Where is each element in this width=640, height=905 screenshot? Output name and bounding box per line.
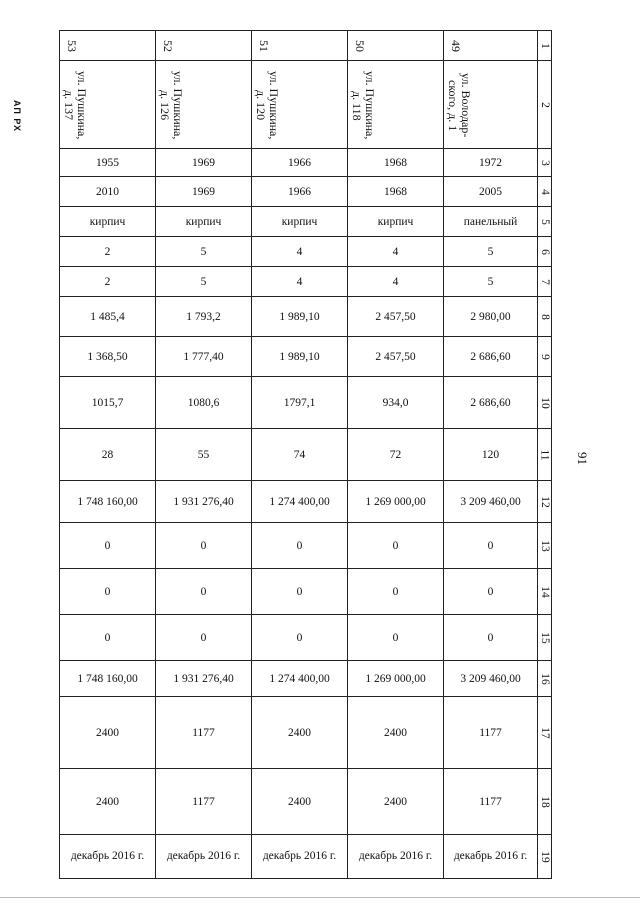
table-cell: 2400 xyxy=(252,769,348,835)
record-number-text: 50 xyxy=(353,39,367,52)
table-cell: 2 686,60 xyxy=(444,337,538,377)
table-cell: 5 xyxy=(156,237,252,267)
table-cell: 1968 xyxy=(348,149,444,177)
table-cell: 28 xyxy=(60,429,156,481)
table-cell: 0 xyxy=(156,523,252,569)
table-cell: декабрь 2016 г. xyxy=(60,835,156,879)
table-cell: 55 xyxy=(156,429,252,481)
column-number xyxy=(538,61,552,149)
table-cell: декабрь 2016 г. xyxy=(444,835,538,879)
table-cell: 1015,7 xyxy=(60,377,156,429)
page-number: 91 xyxy=(575,452,590,465)
table-row xyxy=(60,31,552,61)
column-number-text: 4 xyxy=(538,188,551,195)
table-cell: 2400 xyxy=(348,769,444,835)
column-number xyxy=(538,569,552,615)
table-cell: 5 xyxy=(156,267,252,297)
table-cell: 4 xyxy=(348,237,444,267)
table-cell: 0 xyxy=(252,523,348,569)
table-row xyxy=(60,337,552,377)
table-cell: 0 xyxy=(444,569,538,615)
table-cell: 0 xyxy=(156,615,252,661)
table-cell: 5 xyxy=(444,267,538,297)
table-cell: 2 457,50 xyxy=(348,337,444,377)
table-cell: 72 xyxy=(348,429,444,481)
table-row xyxy=(60,237,552,267)
table-cell: 120 xyxy=(444,429,538,481)
table-cell: 2400 xyxy=(348,697,444,769)
column-number-text: 2 xyxy=(538,101,551,108)
table-cell: декабрь 2016 г. xyxy=(156,835,252,879)
table-row xyxy=(60,523,552,569)
table-cell: 0 xyxy=(60,615,156,661)
table-row xyxy=(60,569,552,615)
table-cell: кирпич xyxy=(252,207,348,237)
address-cell xyxy=(444,61,538,149)
column-number xyxy=(538,31,552,61)
table-row xyxy=(60,615,552,661)
table-row xyxy=(60,61,552,149)
column-number xyxy=(538,615,552,661)
column-number-text: 16 xyxy=(538,672,551,685)
table-cell: 0 xyxy=(252,615,348,661)
column-number xyxy=(538,177,552,207)
column-number xyxy=(538,481,552,523)
column-number xyxy=(538,297,552,337)
table-cell: 2 xyxy=(60,267,156,297)
table-row xyxy=(60,481,552,523)
table-cell: 0 xyxy=(60,569,156,615)
table-cell: 0 xyxy=(60,523,156,569)
table-cell: 1 748 160,00 xyxy=(60,481,156,523)
table-cell: 1 274 400,00 xyxy=(252,661,348,697)
table-cell: 1968 xyxy=(348,177,444,207)
table-cell: 1969 xyxy=(156,149,252,177)
table-cell: 1 269 000,00 xyxy=(348,661,444,697)
column-number-text: 8 xyxy=(538,313,551,320)
table-cell: кирпич xyxy=(156,207,252,237)
table-cell: 2400 xyxy=(252,697,348,769)
table-cell: 5 xyxy=(444,237,538,267)
table-row xyxy=(60,207,552,237)
table-cell: 1 931 276,40 xyxy=(156,661,252,697)
table-cell: 2010 xyxy=(60,177,156,207)
column-number xyxy=(538,237,552,267)
table-cell: кирпич xyxy=(60,207,156,237)
table-row xyxy=(60,661,552,697)
table-row xyxy=(60,177,552,207)
table-cell: 1177 xyxy=(156,697,252,769)
table-cell: декабрь 2016 г. xyxy=(252,835,348,879)
address-cell xyxy=(348,61,444,149)
table-cell: 0 xyxy=(444,523,538,569)
archive-stamp: АП РХ xyxy=(12,100,22,133)
record-number xyxy=(252,31,348,61)
table-cell: 1972 xyxy=(444,149,538,177)
column-number xyxy=(538,769,552,835)
table-cell: 2005 xyxy=(444,177,538,207)
address-text: ул. Пушкина, д. 126 xyxy=(158,71,185,140)
table-cell: 1 274 400,00 xyxy=(252,481,348,523)
table-cell: 1 989,10 xyxy=(252,337,348,377)
record-number xyxy=(444,31,538,61)
table-cell: 1 269 000,00 xyxy=(348,481,444,523)
table-cell: 2 686,60 xyxy=(444,377,538,429)
table-cell: 3 209 460,00 xyxy=(444,481,538,523)
address-cell xyxy=(156,61,252,149)
table-cell: декабрь 2016 г. xyxy=(348,835,444,879)
table-cell: 3 209 460,00 xyxy=(444,661,538,697)
table-row xyxy=(60,377,552,429)
table-cell: 4 xyxy=(348,267,444,297)
table-cell: 1 777,40 xyxy=(156,337,252,377)
column-number xyxy=(538,337,552,377)
table-row xyxy=(60,835,552,879)
record-number xyxy=(156,31,252,61)
column-number-text: 13 xyxy=(538,539,551,552)
table-cell: 1 485,4 xyxy=(60,297,156,337)
column-number-text: 11 xyxy=(538,448,551,461)
column-number-text: 19 xyxy=(538,850,551,863)
table-cell: 2400 xyxy=(60,769,156,835)
column-number xyxy=(538,661,552,697)
column-number-text: 18 xyxy=(538,795,551,808)
table-row xyxy=(60,297,552,337)
table-cell: 1177 xyxy=(444,697,538,769)
table-cell: 0 xyxy=(252,569,348,615)
column-number-text: 12 xyxy=(538,495,551,508)
table-cell: 1 931 276,40 xyxy=(156,481,252,523)
table-cell: 1 368,50 xyxy=(60,337,156,377)
table-row xyxy=(60,149,552,177)
record-number-text: 53 xyxy=(65,39,79,52)
address-text: ул. Пушкина, д. 137 xyxy=(62,71,89,140)
table-cell: панельный xyxy=(444,207,538,237)
table-cell: 1080,6 xyxy=(156,377,252,429)
column-number xyxy=(538,207,552,237)
table-cell: кирпич xyxy=(348,207,444,237)
page-edge-line xyxy=(0,897,640,898)
housing-table xyxy=(59,30,552,879)
address-text: ул. Пушкина, д. 120 xyxy=(254,71,281,140)
column-number-text: 3 xyxy=(538,159,551,166)
table-cell: 1 989,10 xyxy=(252,297,348,337)
table-cell: 2 457,50 xyxy=(348,297,444,337)
record-number xyxy=(60,31,156,61)
address-text: ул. Пушкина, д. 118 xyxy=(350,71,377,140)
table-row xyxy=(60,697,552,769)
table-cell: 1177 xyxy=(156,769,252,835)
table-cell: 74 xyxy=(252,429,348,481)
column-number-text: 7 xyxy=(538,278,551,285)
address-text: ул. Володар-ского, д. 1 xyxy=(446,73,473,138)
table-cell: 934,0 xyxy=(348,377,444,429)
table-cell: 1797,1 xyxy=(252,377,348,429)
column-number-text: 10 xyxy=(538,396,551,409)
table-cell: 1 748 160,00 xyxy=(60,661,156,697)
column-number xyxy=(538,835,552,879)
table-cell: 1969 xyxy=(156,177,252,207)
record-number-text: 51 xyxy=(257,39,271,52)
column-number xyxy=(538,149,552,177)
table-cell: 0 xyxy=(348,569,444,615)
table-cell: 4 xyxy=(252,267,348,297)
table-cell: 1966 xyxy=(252,177,348,207)
column-number-text: 14 xyxy=(538,585,551,598)
column-number xyxy=(538,429,552,481)
record-number-text: 49 xyxy=(449,39,463,52)
table-cell: 4 xyxy=(252,237,348,267)
table-cell: 2 xyxy=(60,237,156,267)
column-number-text: 5 xyxy=(538,218,551,225)
column-number-text: 9 xyxy=(538,353,551,360)
record-number-text: 52 xyxy=(161,39,175,52)
column-number xyxy=(538,267,552,297)
table-cell: 0 xyxy=(156,569,252,615)
column-number-text: 1 xyxy=(538,42,551,49)
column-number xyxy=(538,523,552,569)
table-cell: 1966 xyxy=(252,149,348,177)
address-cell xyxy=(60,61,156,149)
table-cell: 0 xyxy=(348,523,444,569)
table-cell: 2 980,00 xyxy=(444,297,538,337)
column-number xyxy=(538,377,552,429)
table-cell: 1 793,2 xyxy=(156,297,252,337)
table-cell: 0 xyxy=(348,615,444,661)
address-cell xyxy=(252,61,348,149)
column-number-text: 6 xyxy=(538,248,551,255)
table-row xyxy=(60,267,552,297)
column-number-text: 17 xyxy=(538,726,551,739)
table-row xyxy=(60,769,552,835)
table-row xyxy=(60,429,552,481)
table-cell: 1177 xyxy=(444,769,538,835)
table-cell: 1955 xyxy=(60,149,156,177)
column-number-text: 15 xyxy=(538,631,551,644)
table-cell: 2400 xyxy=(60,697,156,769)
table-cell: 0 xyxy=(444,615,538,661)
column-number xyxy=(538,697,552,769)
record-number xyxy=(348,31,444,61)
